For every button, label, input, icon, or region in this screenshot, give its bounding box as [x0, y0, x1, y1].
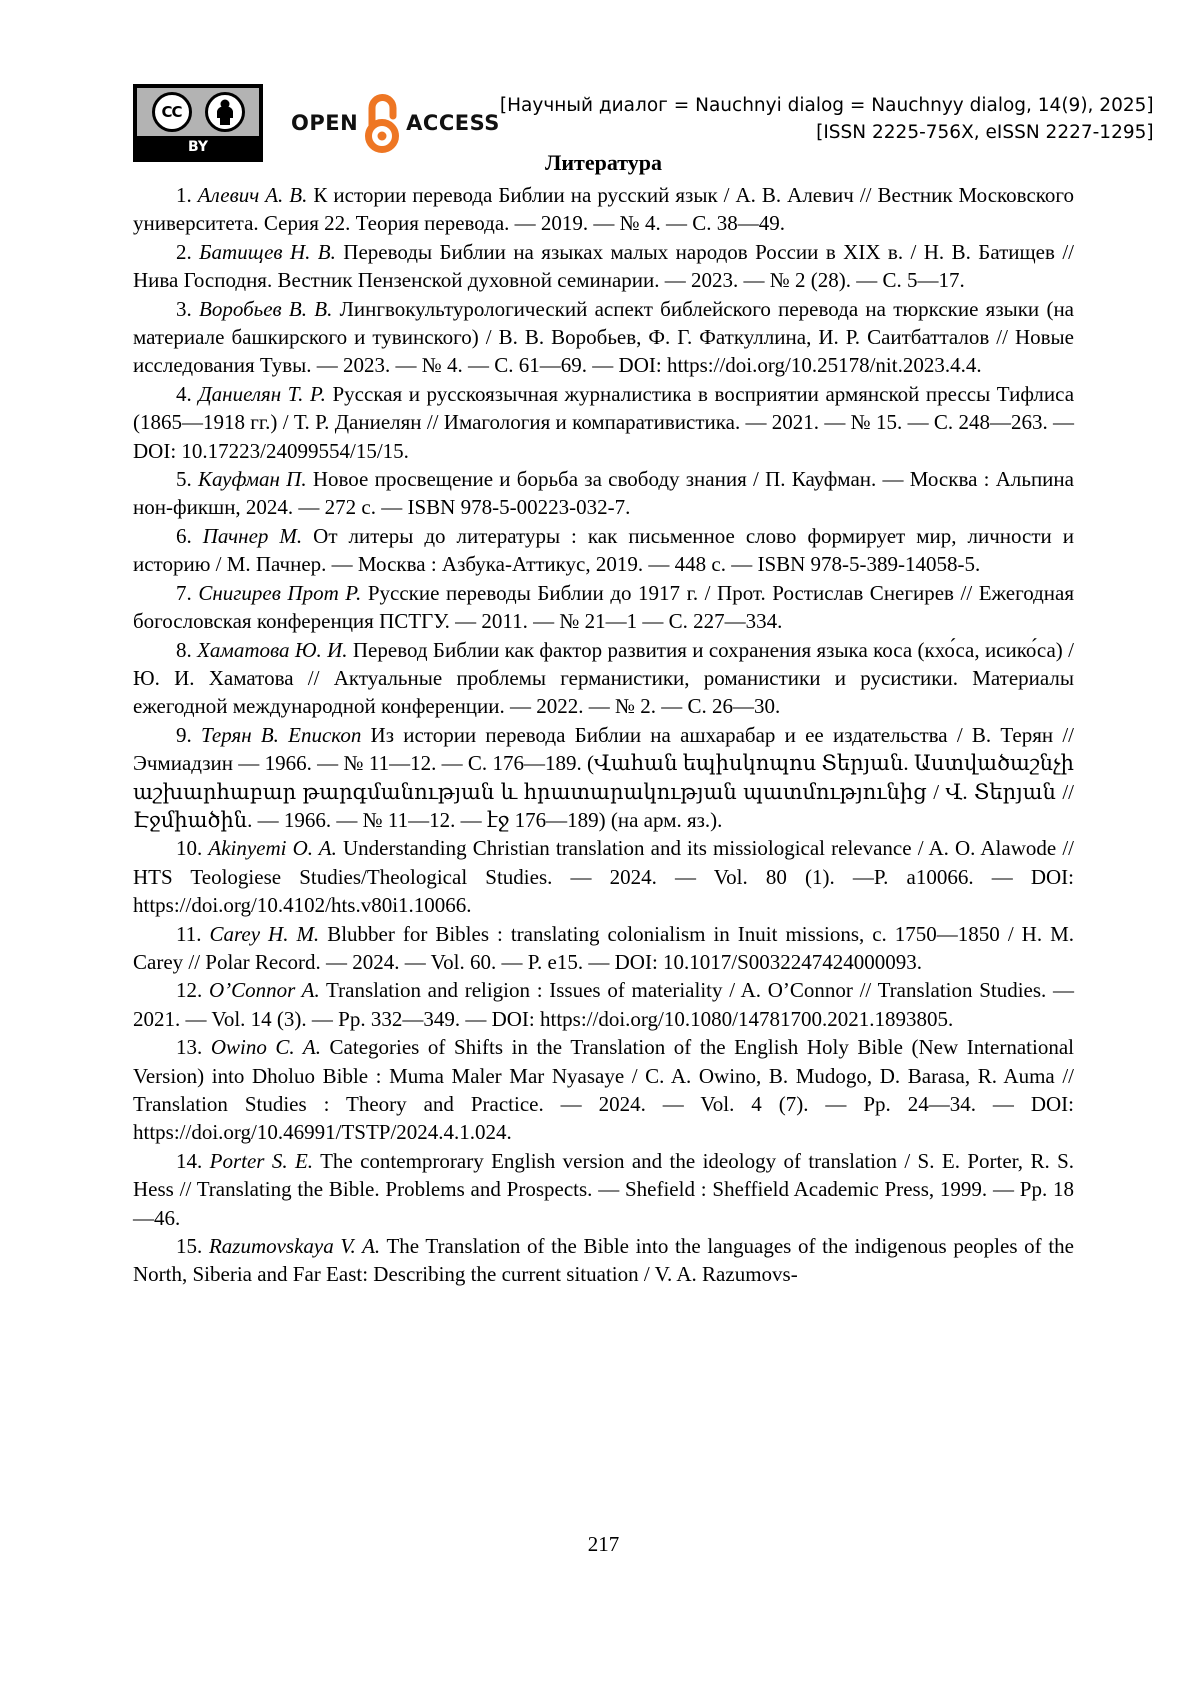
- journal-citation-line2: [ISSN 2225-756X, eISSN 2227-1295]: [816, 122, 1154, 143]
- section-title: Литература: [544, 150, 663, 175]
- open-access-word-open: OPEN: [291, 111, 359, 135]
- reference-item: 7. Снигирев Прот Р. Русские переводы Библии до 1917 г. / Прот. Ростислав Снегирев // Ежегодная богословская конференция ПСТГУ. — 2011. — № 21—1 — С. 227—334.: [133, 580, 1075, 634]
- reference-item: 14. Porter S. E. The contemprorary English version and the ideology of translation / S. E. Porter, R. S. Hess // Translating the Bible. Problems and Prospects. — Shefield : Sheffield Academic Press, 1999. — Pp. 18—46.: [133, 1148, 1075, 1230]
- reference-item: 9. Терян В. Епископ Из истории перевода Библии на ашхарабар и ее издательства / В. Терян // Эчмиадзин — 1966. — № 11—12. — С. 176—189. (Վահան եպիսկոպոս Տերյան. Աստվածաշնչի աշխարհաբար թարգմանության և հրատարակության պատմությունից / Վ. Տերյան // Էջմիածին. — 1966. — № 11—12. — էջ 176—189) (на арм. яз.).: [133, 722, 1074, 832]
- reference-item: 8. Хаматова Ю. И. Перевод Библии как фактор развития и сохранения языка коса (кхо́са, исико́са) / Ю. И. Хаматова // Актуальные проблемы германистики, романистики и русистики. Материалы ежегодной международной конференции. — 2022. — № 2. — С. 26—30.: [133, 637, 1074, 719]
- reference-item: 5. Кауфман П. Новое просвещение и борьба за свободу знания / П. Кауфман. — Москва : Альпина нон-фикшн, 2024. — 272 с. — ISBN 978-5-00223-032-7.: [133, 467, 1074, 520]
- open-access-word-access: ACCESS: [406, 111, 500, 135]
- cc-badge-icons: [137, 88, 259, 136]
- reference-item: 3. Воробьев В. В. Лингвокультурологический аспект библейского перевода на тюркские языки (на материале башкирского и тувинского) / В. В. Воробьев, Ф. Г. Фаткуллина, И. Р. Саитбатталов // Новые исследования Тувы. — 2023. — № 4. — С. 61—69. — DOI: https://doi.org/10.25178/nit.2023.4.4.: [133, 296, 1074, 378]
- open-lock-icon: [362, 92, 402, 154]
- reference-item: 12. O’Connor A. Translation and religion : Issues of materiality / A. O’Connor // Translation Studies. — 2021. — Vol. 14 (3). — Pp. 332—349. — DOI: https://doi.org/10.1080/14781700.2021.1893805.: [133, 978, 1074, 1031]
- open-access-logo: [291, 92, 500, 154]
- reference-item: 1. Алевич А. В. К истории перевода Библии на русский язык / А. В. Алевич // Вестник Московского университета. Серия 22. Теория перевода. — 2019. — № 4. — С. 38—49.: [133, 183, 1074, 236]
- journal-citation: [500, 84, 1154, 146]
- cc-icon: CC: [152, 92, 192, 132]
- references-section: [133, 150, 1074, 1289]
- person-icon: [205, 92, 245, 132]
- reference-item: 6. Пачнер М. От литеры до литературы : как письменное слово формирует мир, личности и историю / М. Пачнер. — Москва : Азбука-Аттикус, 2019. — 448 с. — ISBN 978-5-389-14058-5.: [133, 523, 1075, 577]
- reference-item: 15. Razumovskaya V. A. The Translation of the Bible into the languages of the indigenous peoples of the North, Siberia and Far East: Describing the current situation / V. A. Razumovs-: [133, 1234, 1075, 1287]
- reference-item: 4. Даниелян Т. Р. Русская и русскоязычная журналистика в восприятии армянской прессы Тифлиса (1865—1918 гг.) / Т. Р. Даниелян // Имагология и компаративистика. — 2021. — № 15. — С. 248—263. — DOI: 10.17223/24099554/15/15.: [133, 381, 1075, 463]
- reference-item: 11. Carey H. M. Blubber for Bibles : translating colonialism in Inuit missions, c. 1750—1850 / H. M. Carey // Polar Record. — 2024. — Vol. 60. — P. e15. — DOI: 10.1017/S0032247424000093.: [133, 921, 1074, 974]
- cc-by-label: BY: [137, 136, 259, 158]
- reference-item: 2. Батищев Н. В. Переводы Библии на языках малых народов России в XIX в. / Н. В. Батищев // Нива Господня. Вестник Пензенской духовной семинарии. — 2023. — № 2 (28). — С. 5—17.: [133, 239, 1075, 293]
- references-list: [133, 181, 1074, 1289]
- journal-citation-line1: [Научный диалог = Nauchnyi dialog = Nauchnyy dialog, 14(9), 2025]: [499, 95, 1154, 116]
- page-number: 217: [587, 1532, 620, 1556]
- reference-item: 10. Akinyemi O. A. Understanding Christian translation and its missiological relevance / A. O. Alawode // HTS Teologiese Studies/Theological Studies. — 2024. — Vol. 80 (1). —P. a10066. — DOI: https://doi.org/10.4102/hts.v80i1.10066.: [133, 836, 1074, 918]
- reference-item: 13. Owino C. A. Categories of Shifts in the Translation of the English Holy Bible (New International Version) into Dholuo Bible : Muma Maler Mar Nyasaye / C. A. Owino, B. Mudogo, D. Barasa, R. Auma // Translation Studies : Theory and Practice. — 2024. — Vol. 4 (7). — Pp. 24—34. — DOI: https://doi.org/10.46991/TSTP/2024.4.1.024.: [133, 1035, 1074, 1145]
